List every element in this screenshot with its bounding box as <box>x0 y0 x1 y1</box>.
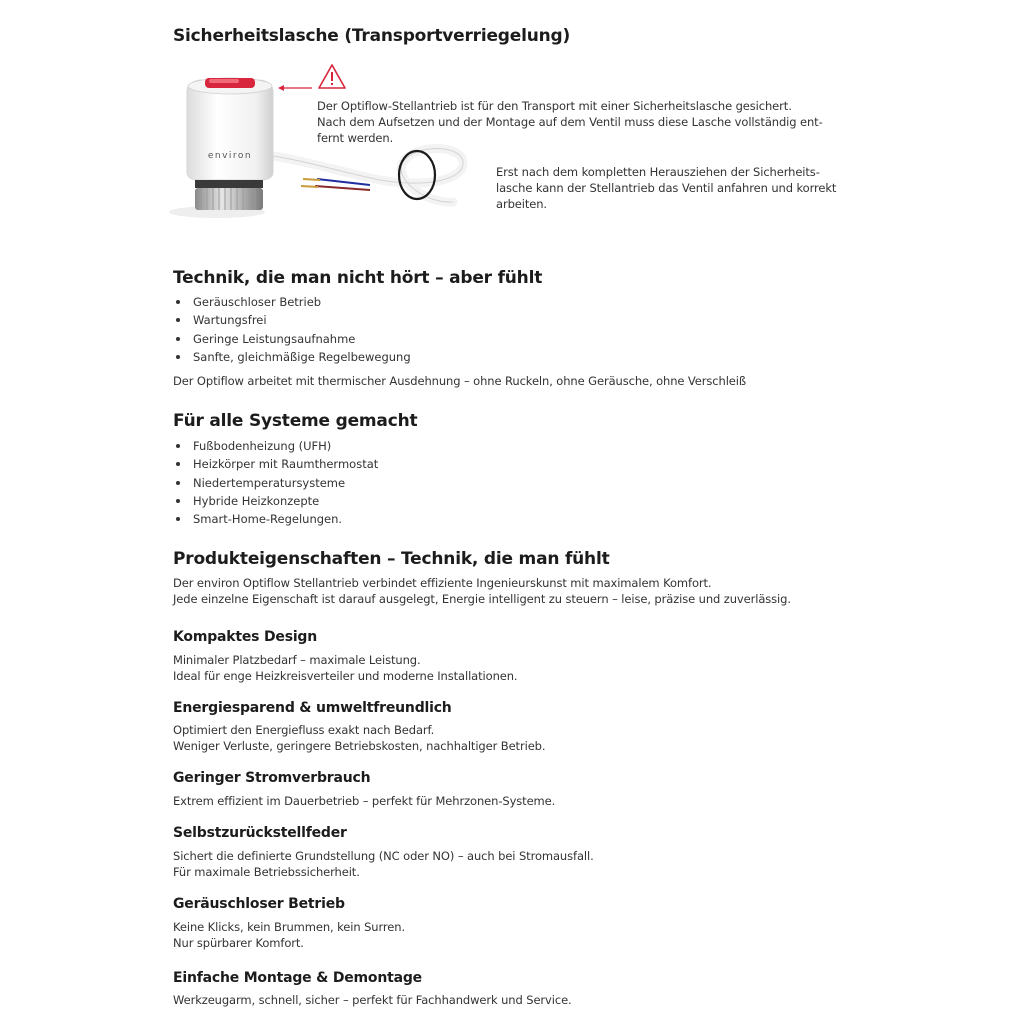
safety-text-2-line: Erst nach dem kompletten Herausziehen der Sicherheits- <box>496 165 820 179</box>
feature-text <box>173 919 405 951</box>
feature-text-line: Werkzeugarm, schnell, sicher – perfekt für Fachhandwerk und Service. <box>173 993 572 1007</box>
feature-title: Kompaktes Design <box>173 629 318 645</box>
produkt-intro-line: Der environ Optiflow Stellantrieb verbindet effiziente Ingenieurskunst mit maximalem Komfort. <box>173 576 712 590</box>
list-item: Sanfte, gleichmäßige Regelbewegung <box>173 348 411 366</box>
list-item: Fußbodenheizung (UFH) <box>173 437 378 455</box>
brand-label: environ <box>207 151 253 161</box>
safety-text-2-line: lasche kann der Stellantrieb das Ventil anfahren und korrekt <box>496 181 837 195</box>
produkt-intro-line: Jede einzelne Eigenschaft ist darauf ausgelegt, Energie intelligent zu steuern – leise, präzise und zuverlässig. <box>173 592 791 606</box>
feature-title: Einfache Montage & Demontage <box>173 970 422 986</box>
safety-text-1-line: Nach dem Aufsetzen und der Montage auf dem Ventil muss diese Lasche vollständig ent- <box>317 115 823 129</box>
feature-title: Energiesparend & umweltfreundlich <box>173 700 452 716</box>
feature-text-line: Nur spürbarer Komfort. <box>173 936 304 950</box>
feature-text <box>173 722 545 754</box>
list-item: Heizkörper mit Raumthermostat <box>173 455 378 473</box>
list-item: Geringe Leistungsaufnahme <box>173 330 411 348</box>
list-item: Hybride Heizkonzepte <box>173 492 378 510</box>
produkt-title: Produkteigenschaften – Technik, die man fühlt <box>173 549 610 569</box>
list-item: Wartungsfrei <box>173 311 411 329</box>
feature-text-line: Keine Klicks, kein Brummen, kein Surren. <box>173 920 405 934</box>
safety-title: Sicherheitslasche (Transportverriegelung) <box>173 26 571 46</box>
safety-text-2 <box>496 164 836 212</box>
feature-title: Geringer Stromverbrauch <box>173 770 371 786</box>
feature-text-line: Extrem effizient im Dauerbetrieb – perfekt für Mehrzonen-Systeme. <box>173 794 556 808</box>
feature-text <box>173 992 572 1008</box>
list-item: Smart-Home-Regelungen. <box>173 510 378 528</box>
list-item: Niedertemperatursysteme <box>173 474 378 492</box>
feature-text-line: Ideal für enge Heizkreisverteiler und moderne Installationen. <box>173 669 518 683</box>
feature-title: Geräuschloser Betrieb <box>173 896 345 912</box>
safety-text-1-line: fernt werden. <box>317 131 394 145</box>
safety-text-1 <box>317 98 823 146</box>
technik-list <box>173 293 411 366</box>
feature-text-line: Minimaler Platzbedarf – maximale Leistung. <box>173 653 421 667</box>
feature-text-line: Sichert die definierte Grundstellung (NC oder NO) – auch bei Stromausfall. <box>173 849 594 863</box>
feature-title: Selbstzurückstellfeder <box>173 825 347 841</box>
feature-text-line: Weniger Verluste, geringere Betriebskosten, nachhaltiger Betrieb. <box>173 739 546 753</box>
technik-summary: Der Optiflow arbeitet mit thermischer Ausdehnung – ohne Ruckeln, ohne Geräusche, ohne Verschleiß <box>173 374 747 388</box>
feature-text <box>173 793 555 809</box>
systeme-title: Für alle Systeme gemacht <box>173 411 418 431</box>
warning-triangle-icon <box>270 62 350 94</box>
produkt-intro <box>173 575 791 607</box>
feature-text-line: Optimiert den Energiefluss exakt nach Bedarf. <box>173 723 435 737</box>
safety-text-1-line: Der Optiflow-Stellantrieb ist für den Transport mit einer Sicherheitslasche gesichert. <box>317 99 792 113</box>
feature-text-line: Für maximale Betriebssicherheit. <box>173 865 360 879</box>
systeme-list <box>173 437 378 528</box>
feature-text <box>173 848 594 880</box>
list-item: Geräuschloser Betrieb <box>173 293 411 311</box>
feature-text <box>173 652 517 684</box>
safety-text-2-line: arbeiten. <box>496 197 547 211</box>
technik-title: Technik, die man nicht hört – aber fühlt <box>173 268 543 288</box>
